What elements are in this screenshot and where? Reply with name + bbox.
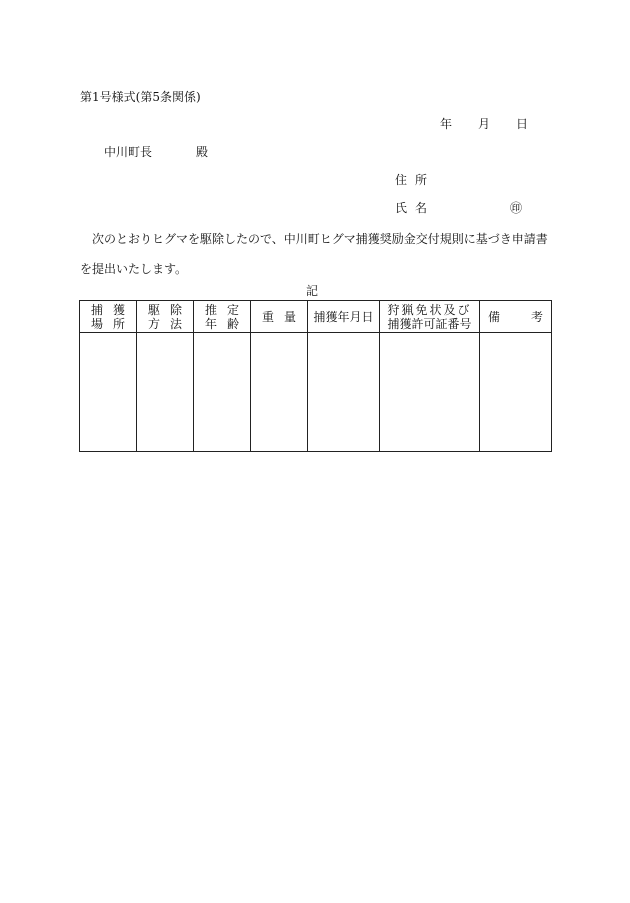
addressee-name: 中川町長 — [104, 145, 153, 159]
applicant-name-row — [395, 199, 523, 216]
header-capture-date: 捕獲年月日 — [308, 301, 380, 333]
date-line — [440, 115, 528, 132]
applicant-address-label: 住所 — [395, 173, 436, 187]
header-weight: 重量 — [251, 301, 308, 333]
header-capture-location: 捕獲 場所 — [80, 301, 137, 333]
form-number: 第1号様式(第5条関係) — [80, 90, 201, 104]
cell-removal-method[interactable] — [137, 333, 194, 452]
header-remarks: 備 考 — [480, 301, 552, 333]
year-label: 年 — [440, 117, 453, 131]
cell-estimated-age[interactable] — [194, 333, 251, 452]
table-header-row — [80, 301, 552, 333]
cell-capture-date[interactable] — [308, 333, 380, 452]
table-row — [80, 333, 552, 452]
cell-remarks[interactable] — [480, 333, 552, 452]
cell-capture-location[interactable] — [80, 333, 137, 452]
applicant-name-label: 氏名 — [395, 201, 436, 215]
header-license-number: 狩猟免状及び 捕獲許可証番号 — [380, 301, 480, 333]
record-mark: 記 — [306, 284, 319, 298]
cell-license-number[interactable] — [380, 333, 480, 452]
header-estimated-age: 推定 年齢 — [194, 301, 251, 333]
seal-mark: ㊞ — [510, 201, 523, 215]
addressee-honorific: 殿 — [196, 145, 209, 159]
header-removal-method: 駆除 方法 — [137, 301, 194, 333]
cell-weight[interactable] — [251, 333, 308, 452]
record-table — [79, 300, 552, 452]
month-label: 月 — [478, 117, 491, 131]
addressee — [104, 143, 208, 160]
body-text: 次のとおりヒグマを駆除したので、中川町ヒグマ捕獲奨励金交付規則に基づき申請書を提出いたします。 — [80, 232, 548, 276]
day-label: 日 — [516, 117, 529, 131]
